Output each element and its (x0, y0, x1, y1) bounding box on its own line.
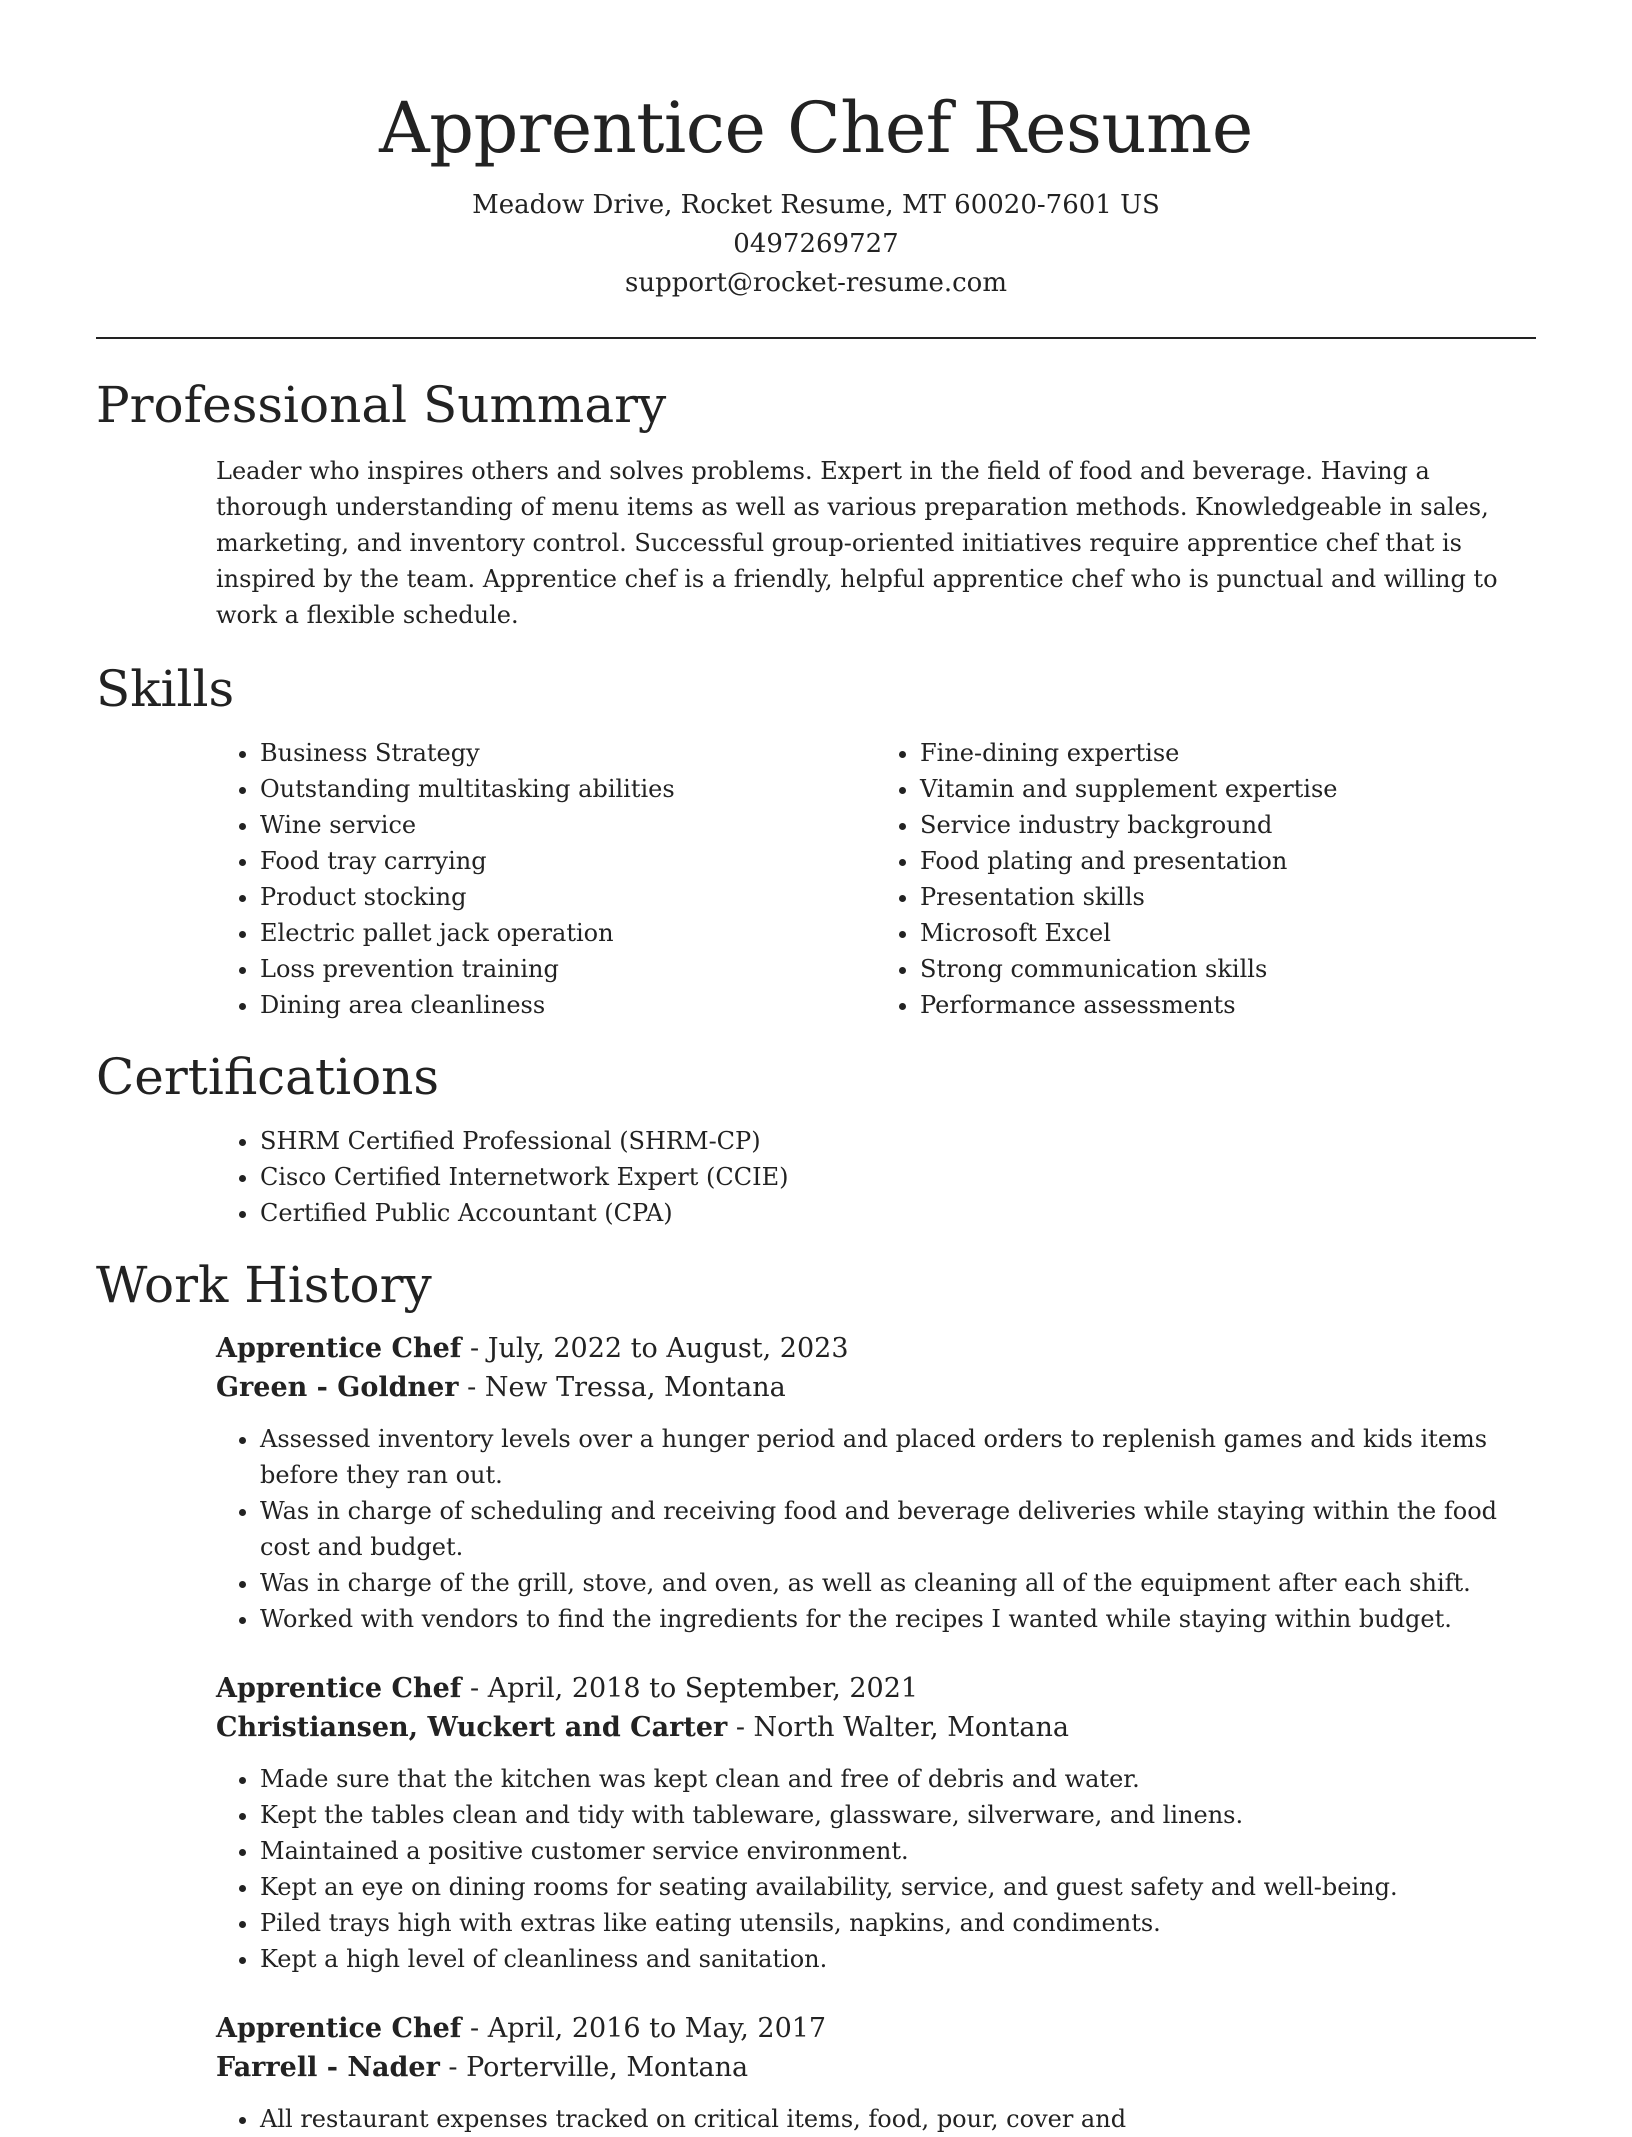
email: support@rocket-resume.com (624, 268, 1007, 298)
list-item: • Kept the tables clean and tidy with tableware, glassware, silverware, and linens. (260, 1797, 1536, 1833)
job-entry (216, 1329, 1536, 1637)
list-item: • Fine-dining expertise (920, 735, 1536, 771)
resume-title: Apprentice Chef Resume (379, 87, 1253, 169)
job-dates: April, 2018 to September, 2021 (487, 1673, 919, 1704)
skills-columns (216, 735, 1536, 1023)
list-item: • Assessed inventory levels over a hunger period and placed orders to replenish games and kids items before they ran out. (260, 1421, 1536, 1493)
list-item: • SHRM Certified Professional (SHRM-CP) (260, 1123, 1536, 1159)
list-item: • Vitamin and supplement expertise (920, 771, 1536, 807)
list-item: • Strong communication skills (920, 951, 1536, 987)
list-item: • Outstanding multitasking abilities (260, 771, 876, 807)
list-item: • Loss prevention training (260, 951, 876, 987)
contact-info (96, 186, 1536, 303)
job-bullets (216, 1761, 1536, 1977)
skills-section (96, 657, 1536, 1023)
job-entry (216, 2009, 1536, 2137)
job-title: Apprentice Chef (216, 1333, 462, 1364)
skills-list-right (876, 735, 1536, 1023)
list-item: • Dining area cleanliness (260, 987, 876, 1023)
list-item: • Made sure that the kitchen was kept clean and free of debris and water. (260, 1761, 1536, 1797)
summary-heading: Professional Summary (96, 376, 667, 434)
header-divider (96, 337, 1536, 339)
list-item: • Electric pallet jack operation (260, 915, 876, 951)
summary-section (96, 373, 1536, 633)
list-item: • Food tray carrying (260, 843, 876, 879)
list-item: • Food plating and presentation (920, 843, 1536, 879)
list-item: • Maintained a positive customer service environment. (260, 1833, 1536, 1869)
list-item: • Kept a high level of cleanliness and sanitation. (260, 1941, 1536, 1977)
job-company: Christiansen, Wuckert and Carter (216, 1712, 728, 1743)
certifications-list (216, 1123, 1536, 1231)
list-item: • Was in charge of scheduling and receiving food and beverage deliveries while staying within the food cost and budget. (260, 1493, 1536, 1565)
list-item: • Was in charge of the grill, stove, and oven, as well as cleaning all of the equipment after each shift. (260, 1565, 1536, 1601)
list-item: • Cisco Certified Internetwork Expert (CCIE) (260, 1159, 1536, 1195)
job-company-line: Farrell - Nader - Porterville, Montana (216, 2052, 749, 2083)
job-title-line: Apprentice Chef - April, 2018 to September, 2021 (216, 1673, 919, 1704)
list-item: • Microsoft Excel (920, 915, 1536, 951)
skills-list-left (216, 735, 876, 1023)
job-bullets (216, 1421, 1536, 1637)
resume-header (96, 0, 1536, 303)
job-company: Farrell - Nader (216, 2052, 440, 2083)
job-dates: April, 2016 to May, 2017 (487, 2013, 827, 2044)
list-item: • Performance assessments (920, 987, 1536, 1023)
job-location: Porterville, Montana (466, 2052, 749, 2083)
list-item: • Service industry background (920, 807, 1536, 843)
job-location: New Tressa, Montana (484, 1372, 786, 1403)
list-item: • Kept an eye on dining rooms for seating availability, service, and guest safety and well-being. (260, 1869, 1536, 1905)
skills-heading: Skills (96, 660, 235, 718)
job-entry (216, 1669, 1536, 1977)
list-item: • Business Strategy (260, 735, 876, 771)
certifications-section (96, 1045, 1536, 1231)
work-history-heading: Work History (96, 1256, 432, 1314)
list-item: • Wine service (260, 807, 876, 843)
list-item: • Certified Public Accountant (CPA) (260, 1195, 1536, 1231)
list-item: • Presentation skills (920, 879, 1536, 915)
address: Meadow Drive, Rocket Resume, MT 60020-7601 US (472, 190, 1160, 220)
job-bullets (216, 2101, 1536, 2137)
job-company-line: Green - Goldner - New Tressa, Montana (216, 1372, 786, 1403)
job-company: Green - Goldner (216, 1372, 459, 1403)
list-item: • Worked with vendors to find the ingredients for the recipes I wanted while staying within budget. (260, 1601, 1536, 1637)
list-item: • Piled trays high with extras like eating utensils, napkins, and condiments. (260, 1905, 1536, 1941)
certifications-heading: Certifications (96, 1048, 440, 1106)
job-title-line: Apprentice Chef - April, 2016 to May, 2017 (216, 2013, 827, 2044)
list-item: • Product stocking (260, 879, 876, 915)
job-dates: July, 2022 to August, 2023 (487, 1333, 849, 1364)
job-company-line: Christiansen, Wuckert and Carter - North Walter, Montana (216, 1712, 1069, 1743)
phone: 0497269727 (733, 229, 899, 259)
job-title: Apprentice Chef (216, 1673, 462, 1704)
job-title-line: Apprentice Chef - July, 2022 to August, 2023 (216, 1333, 849, 1364)
list-item: • All restaurant expenses tracked on critical items, food, pour, cover and (260, 2101, 1536, 2137)
resume-page (96, 0, 1536, 2137)
summary-text: Leader who inspires others and solves problems. Expert in the field of food and beverage. Having a thorough understanding of menu items as well as various preparation methods. Knowledgeable in sales, marketing, and inventory control. Successful group-oriented initiatives require apprentice chef that is inspired by the team. Apprentice chef is a friendly, helpful apprentice chef who is punctual and willing to work a flexible schedule. (216, 457, 1498, 629)
job-title: Apprentice Chef (216, 2013, 462, 2044)
work-history-section (96, 1253, 1536, 2137)
job-location: North Walter, Montana (753, 1712, 1069, 1743)
